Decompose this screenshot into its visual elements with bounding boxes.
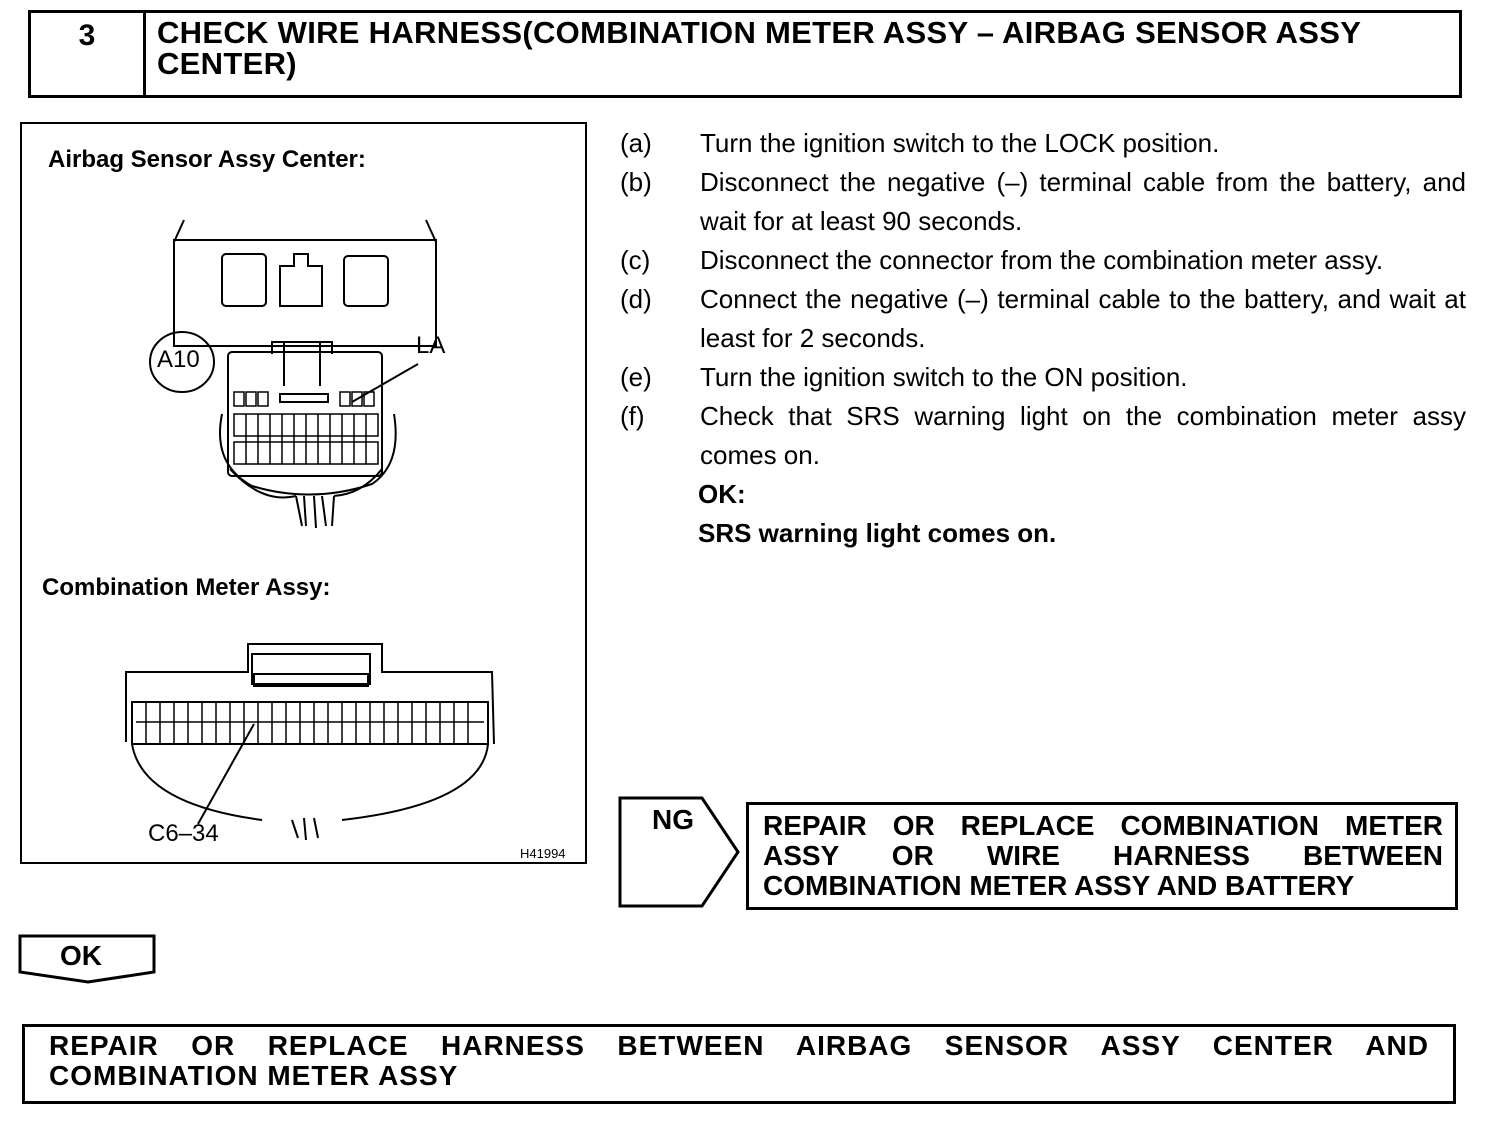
step-item [620, 241, 1466, 280]
procedure-steps [620, 124, 1466, 553]
combination-meter-label: Combination Meter Assy: [42, 574, 331, 601]
terminal-la-label: LA [416, 332, 446, 359]
ng-arrow [618, 796, 742, 908]
step-letter: (c) [620, 245, 651, 275]
step-item [620, 358, 1466, 397]
ok-label: OK [60, 940, 102, 971]
step-item [620, 163, 1466, 241]
step-item [620, 280, 1466, 358]
step-item [620, 124, 1466, 163]
ok-arrow [18, 934, 158, 984]
step-text: Connect the negative (–) terminal cable to the battery, and wait at least for 2 seconds. [700, 284, 1466, 353]
step-letter: (a) [620, 128, 652, 158]
figure-code: H41994 [520, 846, 566, 861]
step-letter: (b) [620, 167, 652, 197]
ok-criteria-label: OK: [698, 479, 746, 509]
step-number: 3 [31, 13, 146, 95]
step-text: Turn the ignition switch to the LOCK position. [700, 128, 1220, 158]
step-text: Disconnect the negative (–) terminal cable from the battery, and wait for at least 90 seconds. [700, 167, 1466, 236]
connector-diagram [20, 122, 587, 864]
step-text: Disconnect the connector from the combination meter assy. [700, 245, 1384, 275]
connector-drawing [22, 124, 585, 862]
ng-label: NG [652, 804, 694, 835]
ng-action-box: REPAIR OR REPLACE COMBINATION METER ASSY OR WIRE HARNESS BETWEEN COMBINATION METER ASSY AND BATTERY [746, 802, 1458, 910]
terminal-c6-34-label: C6–34 [148, 820, 219, 847]
step-letter: (e) [620, 362, 652, 392]
step-letter: (f) [620, 401, 645, 431]
step-letter: (d) [620, 284, 652, 314]
step-text: Check that SRS warning light on the combination meter assy comes on. [700, 401, 1466, 470]
step-title: CHECK WIRE HARNESS(COMBINATION METER ASSY – AIRBAG SENSOR ASSY CENTER) [157, 15, 1361, 81]
airbag-sensor-label: Airbag Sensor Assy Center: [48, 146, 366, 173]
ok-action-box: REPAIR OR REPLACE HARNESS BETWEEN AIRBAG SENSOR ASSY CENTER AND COMBINATION METER ASSY [22, 1024, 1456, 1104]
step-item [620, 397, 1466, 475]
step-header [28, 10, 1462, 98]
connector-a10-id: A10 [157, 346, 200, 373]
ok-criteria-text: SRS warning light comes on. [698, 518, 1057, 548]
step-text: Turn the ignition switch to the ON position. [700, 362, 1188, 392]
